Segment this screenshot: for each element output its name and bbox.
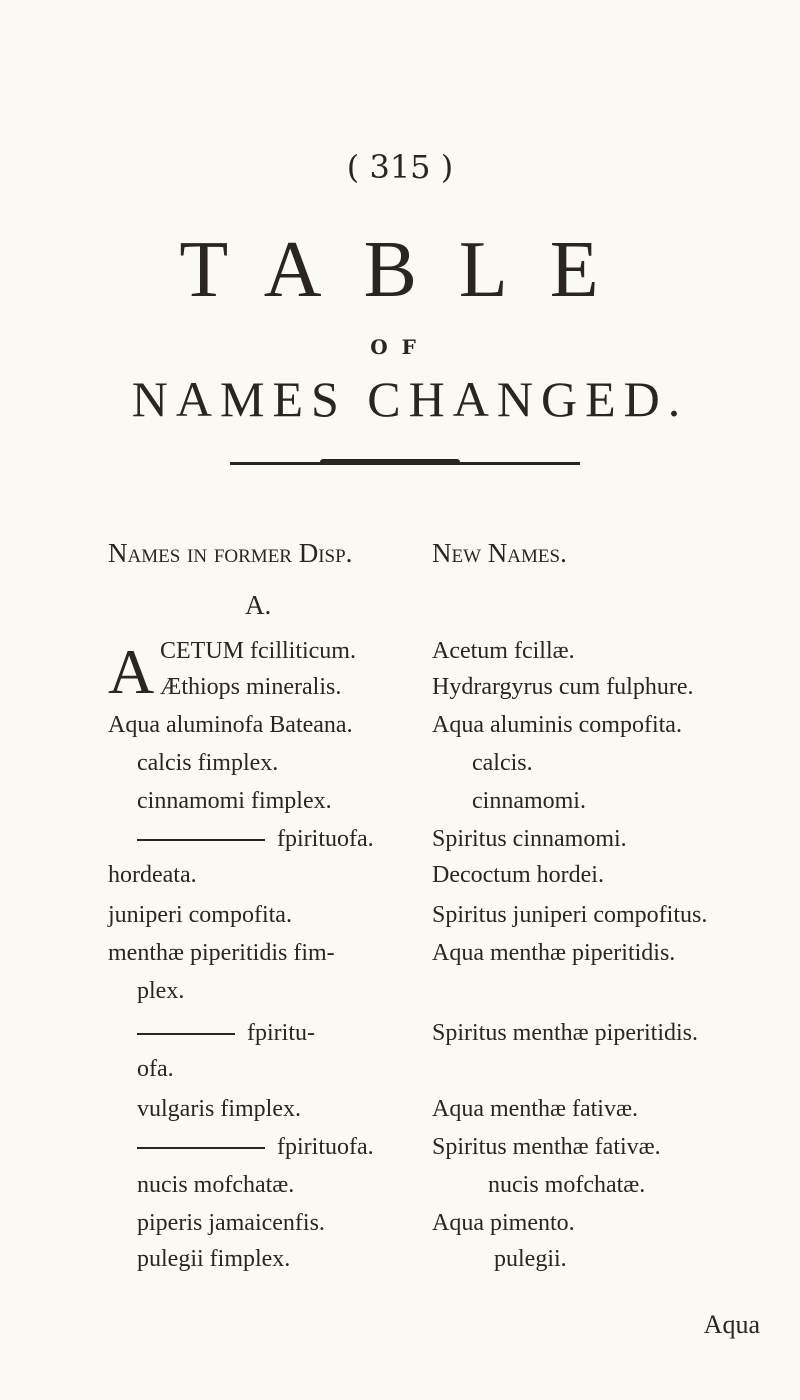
left-row-5: cinnamomi fimplex. (137, 788, 332, 814)
right-row-13: Aqua menthæ fativæ. (432, 1096, 638, 1122)
left-row-14 (137, 1134, 374, 1161)
left-row-4: calcis fimplex. (137, 750, 279, 776)
ditto-dash (137, 1147, 265, 1149)
title-of: OF (370, 335, 430, 359)
section-letter: A. (245, 590, 272, 620)
right-row-15: nucis mofchatæ. (488, 1172, 646, 1198)
left-row-13: vulgaris fimplex. (137, 1096, 301, 1122)
left-row-10: plex. (137, 978, 185, 1004)
left-row-9: menthæ piperitidis fim- (108, 940, 335, 966)
right-row-6: Spiritus cinnamomi. (432, 826, 627, 852)
left-row-1: CETUM fcilliticum. (160, 638, 356, 664)
right-row-17: pulegii. (494, 1246, 567, 1272)
left-row-17: pulegii fimplex. (137, 1246, 291, 1272)
ditto-dash (137, 1033, 235, 1035)
column-header-new-names: New Names. (432, 538, 567, 568)
page-number: ( 315 ) (346, 148, 454, 186)
right-row-5: cinnamomi. (472, 788, 586, 814)
left-row-6 (137, 826, 374, 853)
right-row-3: Aqua aluminis compofita. (432, 712, 682, 738)
page-title: TABLE (179, 226, 641, 314)
right-row-8: Spiritus juniperi compofitus. (432, 902, 708, 928)
ditto-dash (137, 839, 265, 841)
right-row-16: Aqua pimento. (432, 1210, 575, 1236)
left-row-14-text: fpirituofa. (277, 1134, 374, 1160)
right-row-1: Acetum fcillæ. (432, 638, 575, 664)
right-row-14: Spiritus menthæ fativæ. (432, 1134, 661, 1160)
left-row-8: juniperi compofita. (108, 902, 292, 928)
left-row-3: Aqua aluminofa Bateana. (108, 712, 353, 738)
left-row-16: piperis jamaicenfis. (137, 1210, 325, 1236)
drop-cap: A (108, 636, 155, 707)
left-row-11-text: fpiritu- (247, 1020, 315, 1046)
left-row-11 (137, 1020, 315, 1047)
left-row-15: nucis mofchatæ. (137, 1172, 295, 1198)
right-row-4: calcis. (472, 750, 533, 776)
right-row-11: Spiritus menthæ piperitidis. (432, 1020, 699, 1046)
right-row-7: Decoctum hordei. (432, 862, 604, 888)
column-header-former-names: Names in former Disp. (108, 538, 353, 568)
left-row-2: Æthiops mineralis. (160, 674, 342, 700)
right-row-2: Hydrargyrus cum fulphure. (432, 674, 694, 700)
left-row-6-text: fpirituofa. (277, 826, 374, 852)
left-row-12: ofa. (137, 1056, 174, 1082)
divider-rule-center (320, 459, 460, 465)
page-subtitle: NAMES CHANGED. (131, 371, 689, 427)
left-row-7: hordeata. (108, 862, 197, 888)
catchword: Aqua (703, 1310, 760, 1339)
right-row-9: Aqua menthæ piperitidis. (432, 940, 676, 966)
